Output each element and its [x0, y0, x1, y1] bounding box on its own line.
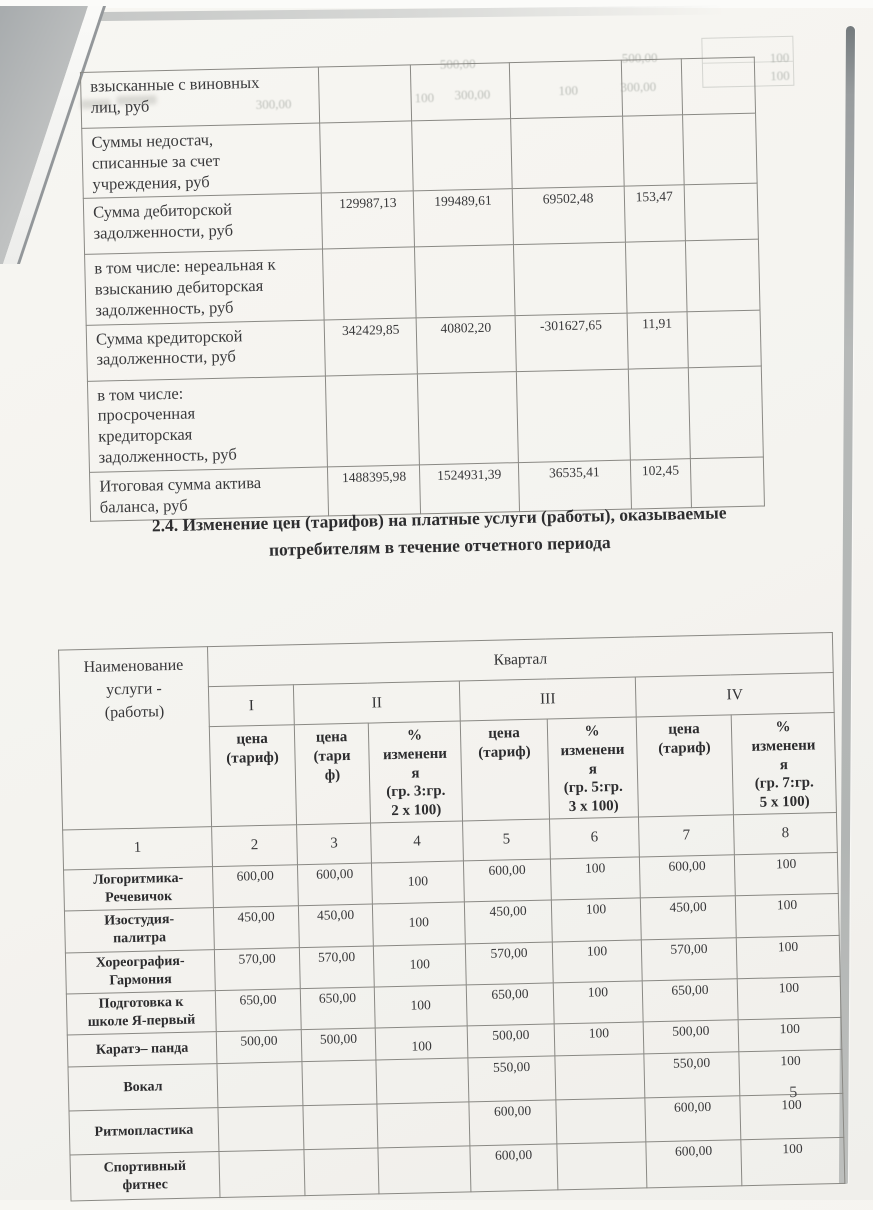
cell-value: 570,00: [641, 937, 737, 981]
cell-value: 550,00: [468, 1056, 556, 1102]
cell-value: [377, 1102, 470, 1148]
cell-value: [378, 1146, 471, 1194]
cell-value: [628, 367, 690, 459]
cell-value: 100: [372, 902, 465, 945]
cell-value: 600,00: [470, 1144, 558, 1192]
quarter-2-header: II: [293, 681, 460, 725]
row-label: взысканные с виновных лиц, руб: [80, 67, 320, 128]
ghost-number: 300,00: [255, 96, 292, 112]
cell-value: 570,00: [465, 941, 553, 984]
cell-value: [621, 59, 682, 116]
row-label: Итоговая сумма актива баланса, руб: [90, 467, 329, 522]
ghost-number: 500,00: [439, 55, 476, 72]
cell-value: 102,45: [630, 459, 691, 510]
cell-value: 100: [371, 861, 464, 904]
cell-value: 450,00: [640, 896, 736, 940]
service-name: Изостудия- палитра: [64, 908, 214, 953]
column-number: 5: [463, 819, 551, 861]
cell-value: [219, 1150, 305, 1198]
cell-value: 100: [375, 1026, 468, 1060]
cell-value: 570,00: [214, 947, 300, 990]
cell-value: [412, 119, 512, 192]
cell-value: 600,00: [463, 859, 551, 902]
cell-value: 450,00: [213, 906, 299, 949]
cell-empty: [687, 310, 761, 368]
cell-value: 500,00: [301, 1028, 376, 1062]
cell-value: 600,00: [639, 855, 735, 899]
cell-value: [622, 115, 684, 187]
cell-value: 600,00: [212, 864, 298, 907]
service-name-header: Наименование услуги - (работы): [59, 647, 212, 830]
pct-q2-header: % изменени я (гр. 3:гр. 2 x 100): [368, 721, 462, 823]
cell-value: [516, 369, 630, 463]
cell-value: 500,00: [643, 1020, 739, 1054]
cell-value: 650,00: [215, 989, 301, 1032]
cell-value: [320, 121, 414, 193]
row-label: Сумма кредиторской задолженности, руб: [86, 320, 326, 381]
section-heading: 2.4. Изменение цен (тарифов) на платные услуги (работы), оказываемые потребителям в течение отчетного периода: [151, 502, 727, 560]
ghost-number: 100: [414, 89, 435, 106]
cell-value: 100: [737, 976, 841, 1020]
cell-empty: [681, 57, 755, 115]
cell-value: 100: [738, 1018, 842, 1052]
cell-value: 100: [373, 943, 466, 986]
cell-value: 100: [374, 985, 467, 1028]
cell-value: [513, 242, 627, 315]
price-q2-header: цена (тари ф): [294, 723, 370, 824]
quarter-4-header: IV: [635, 673, 834, 717]
ghost-number: 100: [770, 67, 790, 84]
cell-value: [319, 65, 412, 123]
cell-value: [510, 116, 624, 189]
cell-value: [556, 1098, 646, 1144]
price-q1-header: цена (тариф): [209, 725, 296, 827]
cell-value: 450,00: [464, 900, 552, 943]
column-number: 3: [297, 823, 372, 865]
quarter-group-header: Квартал: [208, 633, 834, 687]
cell-value: [323, 247, 417, 319]
column-number: 4: [371, 821, 464, 863]
cell-value: [509, 60, 622, 119]
service-name: Хореография- Гармония: [65, 949, 215, 994]
row-label: Сумма дебиторской задолженности, руб: [83, 193, 323, 254]
cell-value: [302, 1060, 377, 1106]
pct-q3-header: % изменени я (гр. 5:гр. 3 x 100): [547, 717, 638, 819]
column-number: 2: [212, 824, 298, 866]
cell-value: 500,00: [467, 1024, 555, 1058]
cell-value: [376, 1058, 469, 1104]
cell-value: 500,00: [216, 1030, 302, 1064]
cell-value: 100: [550, 857, 640, 900]
service-name: Логоритмика- Речевичок: [64, 866, 214, 911]
ghost-number: 300,00: [620, 78, 657, 95]
cell-value: [411, 63, 510, 121]
service-name: Спортивный фитнес: [70, 1152, 220, 1201]
cell-value: [625, 241, 687, 313]
price-q3-header: цена (тариф): [460, 719, 549, 821]
cell-empty: [684, 183, 758, 241]
cell-value: 100: [553, 981, 643, 1024]
column-number: 1: [63, 826, 213, 869]
balance-table: [80, 57, 765, 523]
cell-value: 100: [736, 935, 840, 979]
row-label: в том числе: просроченная кредиторская задолженность, руб: [87, 376, 327, 473]
cell-value: [415, 245, 515, 318]
quarter-1-header: I: [208, 685, 294, 727]
cell-value: 650,00: [300, 987, 375, 1030]
cell-value: 199489,61: [414, 189, 513, 247]
service-name: Вокал: [68, 1064, 218, 1111]
cell-value: 100: [739, 1050, 843, 1096]
ghost-number: 100: [769, 49, 790, 66]
service-name: Подготовка к школе Я-первый: [66, 990, 216, 1035]
cell-value: 100: [554, 1022, 644, 1056]
ghost-number: 500,00: [621, 49, 658, 66]
cell-empty: [682, 113, 757, 185]
cell-value: [217, 1062, 303, 1108]
cell-value: 129987,13: [322, 191, 415, 249]
cell-value: 650,00: [466, 983, 554, 1026]
cell-value: 1488395,98: [328, 465, 421, 517]
cell-value: 100: [740, 1094, 844, 1140]
row-label: в том числе: нереальная к взысканию дебиторская задолженность, руб: [85, 249, 325, 325]
cell-value: [218, 1106, 304, 1152]
cell-value: [418, 371, 518, 464]
price-q4-header: цена (тариф): [636, 715, 733, 817]
cell-value: 100: [741, 1138, 845, 1186]
cell-value: 650,00: [642, 979, 738, 1023]
cell-value: 342429,85: [324, 318, 417, 376]
service-name: Ритмопластика: [69, 1108, 219, 1155]
ghost-number: 300,00: [454, 86, 491, 103]
cell-value: -301627,65: [515, 313, 628, 372]
cell-value: 450,00: [298, 904, 373, 947]
cell-value: 153,47: [624, 185, 685, 242]
cell-empty: [688, 366, 763, 459]
cell-value: 600,00: [297, 863, 372, 906]
cell-value: 69502,48: [512, 186, 625, 245]
cell-value: 550,00: [644, 1052, 740, 1098]
pct-q4-header: % изменени я (гр. 7:гр. 5 x 100): [731, 712, 836, 814]
cell-value: [326, 374, 420, 467]
column-number: 8: [733, 812, 837, 854]
cell-value: 570,00: [299, 946, 374, 989]
cell-value: 1524931,39: [420, 462, 519, 514]
cell-value: 100: [551, 898, 641, 941]
ghost-number: 100: [558, 82, 579, 99]
balance-row: [87, 366, 763, 472]
cell-value: 100: [734, 852, 838, 896]
cell-value: [304, 1148, 379, 1196]
cell-value: 40802,20: [417, 315, 516, 373]
cell-value: [303, 1104, 378, 1150]
row-label: Суммы недостач, списанные за счет учреждения, руб: [82, 123, 322, 199]
tariff-table: [58, 632, 845, 1202]
cell-value: 11,91: [627, 311, 688, 368]
quarter-3-header: III: [459, 677, 636, 721]
cell-value: [555, 1054, 645, 1100]
cell-value: 100: [735, 894, 839, 938]
column-number: 7: [638, 815, 734, 857]
cell-empty: [685, 239, 760, 311]
cell-value: 600,00: [469, 1100, 557, 1146]
page-number: 5: [789, 1083, 798, 1102]
cell-value: [557, 1142, 647, 1190]
column-number: 6: [549, 817, 639, 859]
cell-value: 36535,41: [518, 460, 631, 512]
cell-value: 600,00: [645, 1096, 741, 1142]
cell-value: 100: [552, 939, 642, 982]
cell-value: 600,00: [646, 1140, 742, 1188]
service-name: Каратэ– панда: [67, 1032, 217, 1067]
